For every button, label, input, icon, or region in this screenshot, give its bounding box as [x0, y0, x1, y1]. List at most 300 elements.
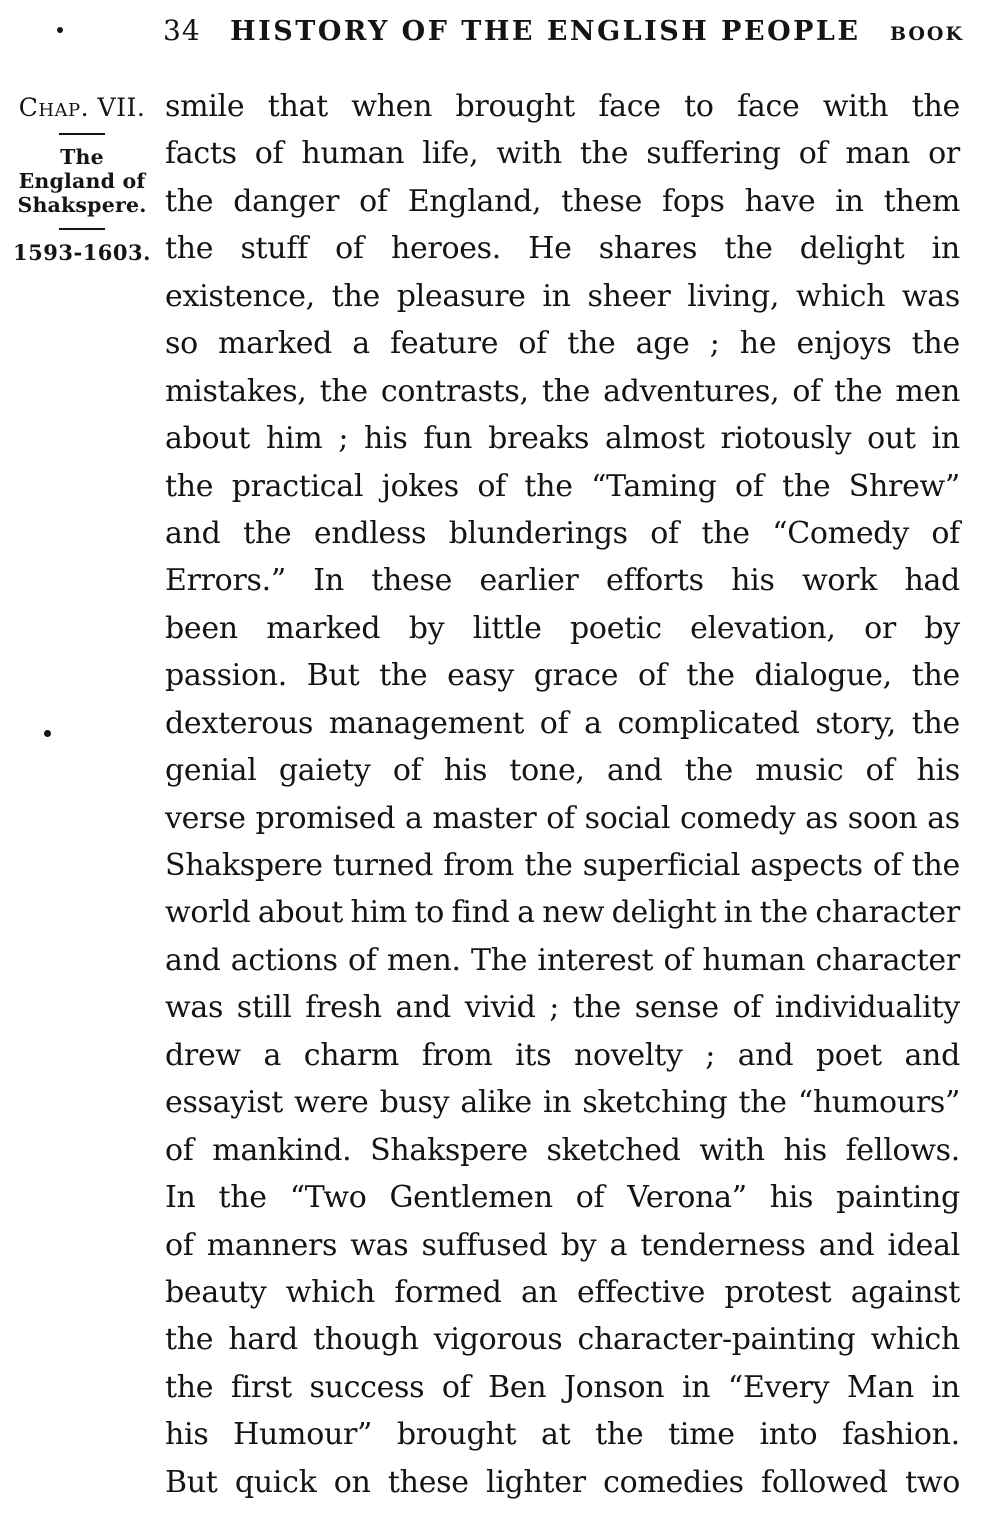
- word: manners: [206, 1227, 338, 1263]
- page-header: [163, 14, 964, 47]
- word: of: [732, 990, 762, 1026]
- word: “Every: [727, 1369, 830, 1405]
- word: riotously: [720, 421, 852, 457]
- word: ;: [705, 1037, 716, 1073]
- word: men: [895, 373, 960, 409]
- word: a: [609, 1227, 628, 1263]
- word: character: [815, 895, 960, 931]
- text-line: [165, 415, 960, 462]
- word: about: [165, 421, 251, 457]
- word: of: [546, 800, 575, 836]
- word: sketching: [582, 1085, 728, 1121]
- word: them: [883, 183, 960, 219]
- word: life,: [422, 136, 479, 172]
- word: of: [735, 468, 764, 504]
- text-line: [165, 1269, 960, 1316]
- text-line: [165, 795, 960, 842]
- word: a: [404, 800, 423, 836]
- word: the: [911, 658, 960, 694]
- word: smile: [165, 89, 245, 124]
- word: story,: [815, 705, 896, 741]
- word: in: [681, 1369, 711, 1405]
- word: the: [595, 1417, 644, 1453]
- word: contrasts,: [380, 373, 529, 409]
- word: have: [744, 183, 816, 219]
- word: vivid: [464, 990, 536, 1026]
- text-line: [165, 1364, 960, 1411]
- word: mankind.: [212, 1132, 352, 1168]
- margin-notes: [6, 93, 158, 265]
- word: delight: [799, 231, 905, 267]
- word: quick: [234, 1464, 317, 1500]
- word: in: [542, 278, 571, 314]
- word: protest: [724, 1274, 832, 1310]
- word: marked: [266, 610, 381, 646]
- text-line: [165, 652, 960, 699]
- word: ;: [338, 421, 349, 457]
- word: and: [606, 753, 663, 789]
- word: him: [265, 421, 323, 457]
- word: as: [927, 800, 960, 836]
- word: and: [737, 1037, 794, 1073]
- word: of: [392, 753, 422, 789]
- word: age: [635, 326, 690, 362]
- word: grace: [533, 658, 619, 694]
- word: ;: [549, 990, 560, 1026]
- text-line: [165, 1316, 960, 1363]
- word: a: [517, 895, 535, 931]
- word: In: [165, 1180, 196, 1216]
- word: from: [443, 848, 515, 883]
- word: which: [795, 278, 886, 314]
- word: busy: [379, 1085, 450, 1121]
- word: “Two: [289, 1180, 367, 1216]
- word: so: [165, 326, 198, 362]
- word: of: [441, 1369, 471, 1405]
- word: with: [496, 136, 562, 172]
- word: “Comedy: [772, 515, 909, 551]
- word: Man: [846, 1369, 914, 1405]
- word: breaks: [488, 421, 590, 457]
- word: Ben: [488, 1369, 547, 1405]
- word: about: [257, 895, 343, 931]
- text-line: [165, 1032, 960, 1079]
- word: the: [331, 278, 380, 314]
- word: was: [165, 990, 224, 1026]
- word: fashion.: [842, 1417, 960, 1453]
- word: his: [443, 753, 488, 789]
- word: the: [165, 183, 214, 219]
- word: jokes: [381, 468, 459, 504]
- word: interest: [537, 942, 654, 978]
- word: the: [218, 1180, 267, 1216]
- word: world: [165, 895, 251, 931]
- word: the: [834, 373, 883, 409]
- word: when: [351, 89, 433, 124]
- word: Errors.”: [165, 563, 286, 599]
- word: and: [904, 1037, 960, 1073]
- word: with: [699, 1132, 765, 1168]
- word: suffering: [646, 136, 781, 172]
- word: his: [731, 563, 775, 599]
- word: from: [421, 1037, 493, 1073]
- word: the: [911, 326, 960, 362]
- word: existence,: [165, 278, 315, 314]
- word: him: [350, 895, 407, 931]
- word: blunderings: [448, 515, 628, 551]
- text-line: [165, 320, 960, 367]
- word: the: [738, 1085, 787, 1121]
- word: living,: [687, 278, 780, 314]
- word: of: [165, 1227, 194, 1263]
- word: face: [737, 89, 800, 124]
- word: his: [364, 421, 408, 457]
- word: practical: [231, 468, 364, 504]
- word: these: [561, 183, 643, 219]
- word: fops: [662, 183, 725, 219]
- word: of: [865, 753, 895, 789]
- word: these: [387, 1464, 469, 1500]
- word: Shakspere: [165, 848, 323, 883]
- word: turned: [332, 848, 434, 883]
- word: fun: [423, 421, 473, 457]
- word: Verona”: [627, 1180, 747, 1216]
- word: essayist: [165, 1085, 284, 1121]
- word: human: [301, 136, 405, 172]
- word: the: [524, 468, 573, 504]
- word: though: [313, 1322, 419, 1358]
- word: But: [306, 658, 360, 694]
- word: time: [668, 1417, 735, 1453]
- word: He: [528, 231, 572, 267]
- word: master: [432, 800, 537, 836]
- word: man: [845, 136, 911, 172]
- word: the: [524, 848, 573, 883]
- word: verse: [165, 800, 246, 836]
- word: that: [267, 89, 328, 124]
- word: the: [684, 753, 733, 789]
- word: sheer: [587, 278, 671, 314]
- text-line: [165, 842, 960, 889]
- text-line: [165, 368, 960, 415]
- word: of: [798, 136, 828, 172]
- word: formed: [394, 1274, 502, 1310]
- word: a: [584, 705, 602, 741]
- text-line: [165, 1222, 960, 1269]
- word: Jonson: [563, 1369, 665, 1405]
- word: Humour”: [233, 1417, 373, 1453]
- word: his: [916, 753, 960, 789]
- word: the: [567, 326, 616, 362]
- word: had: [904, 563, 960, 599]
- word: elevation,: [690, 610, 836, 646]
- word: danger: [233, 183, 340, 219]
- word: dexterous: [165, 705, 314, 741]
- word: the: [701, 515, 750, 551]
- word: which: [870, 1322, 960, 1358]
- text-line: [165, 83, 960, 130]
- word: tone,: [509, 753, 585, 789]
- word: sense: [634, 990, 719, 1026]
- word: suffused: [421, 1227, 548, 1263]
- word: in: [931, 421, 960, 457]
- word: dialogue,: [754, 658, 892, 694]
- word: poetic: [570, 610, 662, 646]
- book-label: BOOK: [889, 23, 964, 45]
- text-line: [165, 605, 960, 652]
- text-line: [165, 178, 960, 225]
- body-text: [165, 83, 960, 1506]
- word: Shakspere: [370, 1132, 528, 1168]
- word: its: [515, 1037, 552, 1073]
- margin-rule: [59, 133, 105, 135]
- word: heroes.: [390, 231, 502, 267]
- word: by: [560, 1227, 597, 1263]
- word: or: [864, 610, 896, 646]
- word: on: [333, 1464, 371, 1500]
- word: was: [350, 1227, 409, 1263]
- word: the: [541, 373, 591, 409]
- word: ;: [709, 326, 720, 362]
- word: soon: [847, 800, 918, 836]
- date-range-label: 1593-1603.: [13, 240, 151, 265]
- word: vigorous: [433, 1322, 563, 1358]
- word: his: [783, 1132, 827, 1168]
- word: little: [472, 610, 542, 646]
- word: the: [165, 1369, 214, 1405]
- word: his: [165, 1417, 209, 1453]
- word: comedy: [680, 800, 796, 836]
- word: painting: [836, 1180, 960, 1216]
- page-number: 34: [163, 14, 201, 47]
- word: of: [539, 705, 569, 741]
- word: music: [755, 753, 844, 789]
- text-line: [165, 984, 960, 1031]
- word: of: [663, 942, 693, 978]
- word: of: [359, 183, 388, 219]
- word: charm: [303, 1037, 400, 1073]
- word: a: [263, 1037, 282, 1073]
- text-line: [165, 937, 960, 984]
- word: the: [572, 990, 621, 1026]
- word: of: [872, 848, 902, 883]
- word: been: [165, 610, 238, 646]
- word: character-painting: [577, 1322, 856, 1358]
- ink-speck: [57, 27, 63, 33]
- word: of: [792, 373, 821, 409]
- word: Shrew”: [848, 468, 960, 504]
- word: of: [575, 1180, 605, 1216]
- word: against: [850, 1274, 960, 1310]
- word: success: [309, 1369, 425, 1405]
- text-line: [165, 1127, 960, 1174]
- word: to: [684, 89, 714, 124]
- word: in: [931, 1369, 960, 1405]
- word: face: [598, 89, 661, 124]
- word: the: [379, 658, 428, 694]
- word: almost: [605, 421, 705, 457]
- word: and: [818, 1227, 875, 1263]
- word: the: [686, 658, 735, 694]
- word: of: [931, 515, 960, 551]
- word: first: [230, 1369, 292, 1405]
- word: an: [520, 1274, 558, 1310]
- word: “Taming: [591, 468, 717, 504]
- word: ideal: [887, 1227, 960, 1263]
- word: he: [739, 326, 777, 362]
- word: fellows.: [845, 1132, 960, 1168]
- word: effective: [576, 1274, 706, 1310]
- word: which: [285, 1274, 375, 1310]
- word: mistakes,: [165, 373, 307, 409]
- word: genial: [165, 753, 257, 789]
- word: with: [822, 89, 889, 124]
- word: the: [243, 515, 292, 551]
- word: earlier: [479, 563, 579, 599]
- running-title: HISTORY OF THE ENGLISH PEOPLE: [230, 16, 861, 47]
- word: easy: [447, 658, 514, 694]
- word: in: [542, 1085, 572, 1121]
- margin-rule: [59, 228, 105, 230]
- word: pleasure: [396, 278, 526, 314]
- word: promised: [255, 800, 396, 836]
- word: by: [924, 610, 960, 646]
- word: find: [451, 895, 510, 931]
- word: marked: [218, 326, 333, 362]
- word: human: [702, 942, 806, 978]
- word: fresh: [305, 990, 382, 1026]
- word: were: [294, 1085, 369, 1121]
- word: the: [579, 136, 629, 172]
- text-line: [165, 1411, 960, 1458]
- word: passion.: [165, 658, 287, 694]
- word: enjoys: [796, 326, 892, 362]
- text-line: [165, 889, 960, 936]
- word: feature: [390, 326, 499, 362]
- word: the: [911, 89, 960, 124]
- word: as: [805, 800, 838, 836]
- word: at: [541, 1417, 571, 1453]
- word: in: [723, 895, 753, 931]
- word: the: [165, 1322, 214, 1358]
- word: tenderness: [640, 1227, 806, 1263]
- word: two: [905, 1464, 960, 1500]
- word: management: [328, 705, 524, 741]
- word: out: [867, 421, 916, 457]
- word: lighter: [486, 1464, 586, 1500]
- word: efforts: [606, 563, 704, 599]
- text-line: [165, 273, 960, 320]
- text-line: [165, 557, 960, 604]
- word: brought: [455, 89, 575, 124]
- word: But: [165, 1464, 218, 1500]
- text-line: [165, 510, 960, 557]
- word: alike: [460, 1085, 532, 1121]
- word: sketched: [546, 1132, 681, 1168]
- word: brought: [396, 1417, 517, 1453]
- ink-speck: [44, 730, 51, 737]
- word: stuff: [240, 231, 308, 267]
- word: gaiety: [278, 753, 371, 789]
- text-line: [165, 463, 960, 510]
- word: endless: [313, 515, 427, 551]
- text-line: [165, 700, 960, 747]
- word: and: [395, 990, 451, 1026]
- word: by: [408, 610, 445, 646]
- word: and: [165, 942, 221, 978]
- word: and: [165, 515, 221, 551]
- text-line: [165, 225, 960, 272]
- word: of: [650, 515, 679, 551]
- word: of: [348, 942, 377, 978]
- word: the: [165, 231, 214, 267]
- text-line: [165, 1174, 960, 1221]
- word: social: [584, 800, 671, 836]
- word: “humours”: [797, 1085, 960, 1121]
- word: these: [371, 563, 453, 599]
- word: work: [801, 563, 878, 599]
- word: of: [518, 326, 547, 362]
- word: of: [165, 1132, 194, 1168]
- word: novelty: [573, 1037, 683, 1073]
- word: of: [254, 136, 284, 172]
- text-line: [165, 1079, 960, 1126]
- word: Gentlemen: [389, 1180, 553, 1216]
- chapter-label: Chap. VII.: [18, 93, 146, 122]
- word: of: [335, 231, 364, 267]
- word: or: [928, 136, 960, 172]
- word: men.: [386, 942, 461, 978]
- word: facts: [165, 136, 237, 172]
- section-title-line: The: [60, 145, 104, 169]
- word: to: [414, 895, 445, 931]
- word: into: [759, 1417, 818, 1453]
- word: the: [724, 231, 773, 267]
- word: his: [769, 1180, 814, 1216]
- section-title-line: Shakspere.: [17, 193, 147, 217]
- text-line: [165, 747, 960, 794]
- word: of: [477, 468, 506, 504]
- word: the: [319, 373, 368, 409]
- word: aspects: [750, 848, 863, 883]
- word: a: [352, 326, 370, 362]
- word: the: [759, 895, 808, 931]
- text-line: [165, 1459, 960, 1506]
- section-title: [6, 145, 158, 217]
- word: was: [901, 278, 960, 314]
- word: poet: [815, 1037, 882, 1073]
- text-line: [165, 130, 960, 177]
- section-title-line: England of: [18, 169, 146, 193]
- word: in: [931, 231, 960, 267]
- word: adventures,: [603, 373, 780, 409]
- word: complicated: [617, 705, 800, 741]
- word: the: [165, 468, 214, 504]
- word: drew: [165, 1037, 241, 1073]
- word: of: [638, 658, 667, 694]
- word: new: [542, 895, 605, 931]
- word: superficial: [582, 848, 741, 883]
- word: shares: [598, 231, 698, 267]
- word: hard: [228, 1322, 298, 1358]
- word: delight: [611, 895, 717, 931]
- word: in: [835, 183, 864, 219]
- word: In: [313, 563, 344, 599]
- word: the: [911, 705, 960, 741]
- word: individuality: [774, 990, 960, 1026]
- word: actions: [230, 942, 338, 978]
- word: followed: [761, 1464, 888, 1500]
